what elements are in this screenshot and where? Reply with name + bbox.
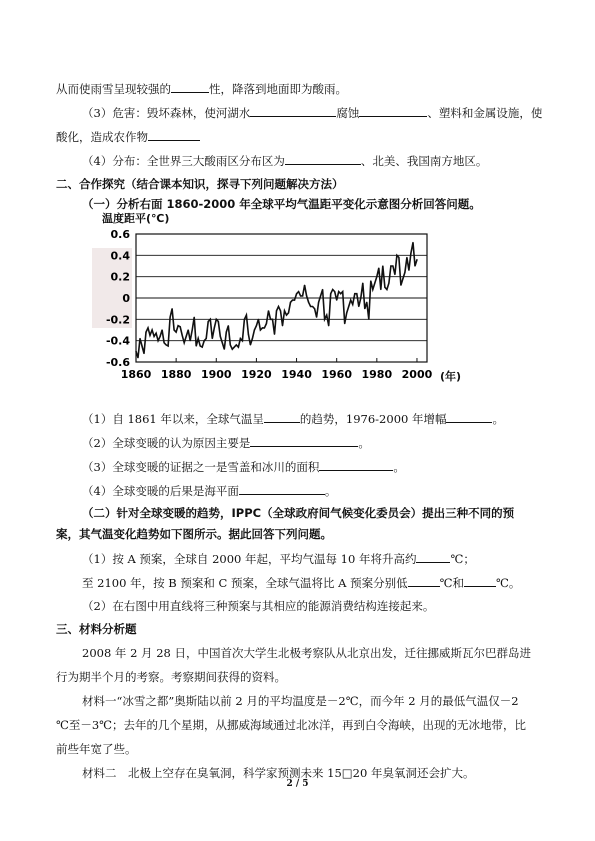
data-point bbox=[392, 265, 393, 266]
answer-blank[interactable] bbox=[319, 458, 393, 471]
data-point bbox=[382, 265, 383, 266]
data-point bbox=[284, 310, 285, 311]
data-point bbox=[278, 306, 279, 307]
data-point bbox=[336, 300, 337, 301]
data-point bbox=[172, 308, 173, 309]
data-point bbox=[135, 351, 136, 352]
page-number: 2 / 5 bbox=[286, 779, 309, 789]
data-point bbox=[141, 345, 142, 346]
data-point bbox=[147, 327, 148, 328]
data-point bbox=[312, 306, 313, 307]
text-segment: 、北美、我国南方地区。 bbox=[360, 154, 488, 168]
data-point bbox=[282, 325, 283, 326]
data-point bbox=[186, 336, 187, 337]
data-point bbox=[378, 268, 379, 269]
y-tick-label: -0.6 bbox=[105, 356, 130, 369]
data-point bbox=[356, 293, 357, 294]
temperature-anomaly-chart bbox=[92, 208, 467, 388]
data-point bbox=[254, 329, 255, 330]
text-line-l3 bbox=[56, 128, 200, 145]
data-point bbox=[346, 312, 347, 313]
y-tick-label: 0.2 bbox=[110, 270, 130, 284]
y-tick-label: 0 bbox=[122, 292, 130, 305]
data-point bbox=[190, 340, 191, 341]
text-segment: （4）全球变暖的后果是海平面 bbox=[82, 484, 239, 498]
data-point bbox=[151, 329, 152, 330]
data-point bbox=[218, 321, 219, 322]
data-point bbox=[224, 349, 225, 350]
data-point bbox=[192, 329, 193, 330]
text-line-l21 bbox=[56, 741, 137, 757]
data-point bbox=[260, 329, 261, 330]
text-segment: （一）分析右面 1860-2000 年全球平均气温距平变化示意图分析回答问题。 bbox=[82, 197, 481, 211]
data-point bbox=[266, 323, 267, 324]
text-segment: （2）在右图中用直线将三种预案与其相应的能源消费结构连接起来。 bbox=[82, 599, 435, 613]
text-line-l17 bbox=[82, 645, 531, 661]
text-segment: （二）针对全球变暖的趋势，IPPC（全球政府间气候变化委员会）提出三种不同的预 bbox=[82, 506, 515, 520]
text-line-l14 bbox=[82, 574, 520, 591]
answer-blank[interactable] bbox=[264, 410, 300, 423]
data-point bbox=[410, 253, 411, 254]
data-point bbox=[176, 332, 177, 333]
data-point bbox=[145, 332, 146, 333]
answer-blank[interactable] bbox=[250, 434, 358, 447]
text-line-l15 bbox=[82, 598, 434, 614]
y-tick-label: 0.6 bbox=[110, 228, 130, 241]
chart-xlabel: (年) bbox=[440, 370, 462, 383]
text-segment: 2008 年 2 月 28 日，中国首次大学生北极考察队从北京出发，迁往挪威斯瓦尔巴群岛进 bbox=[82, 646, 531, 660]
data-point bbox=[236, 344, 237, 345]
data-point bbox=[242, 340, 243, 341]
data-point bbox=[318, 302, 319, 303]
data-point bbox=[153, 336, 154, 337]
text-segment: 腐蚀 bbox=[336, 106, 360, 120]
data-point bbox=[370, 280, 371, 281]
data-point bbox=[194, 317, 195, 318]
data-point bbox=[376, 276, 377, 277]
data-point bbox=[388, 282, 389, 283]
y-tick-label: -0.2 bbox=[105, 313, 130, 327]
data-point bbox=[270, 319, 271, 320]
data-point bbox=[416, 259, 417, 260]
data-point bbox=[306, 295, 307, 296]
answer-blank[interactable] bbox=[464, 574, 496, 587]
answer-blank[interactable] bbox=[250, 104, 336, 117]
answer-blank[interactable] bbox=[285, 152, 361, 165]
data-point bbox=[161, 329, 162, 330]
data-point bbox=[328, 325, 329, 326]
text-line-l1 bbox=[56, 80, 347, 97]
data-point bbox=[400, 285, 401, 286]
answer-blank[interactable] bbox=[446, 410, 492, 423]
text-segment: 至 2100 年，按 B 预案和 C 预案，全球气温将比 A 预案分别低 bbox=[82, 576, 408, 590]
x-tick-label: 1980 bbox=[361, 368, 393, 381]
text-segment: （3）危害：毁坏森林，使河湖水 bbox=[82, 106, 251, 120]
x-tick-label: 1960 bbox=[321, 368, 353, 381]
data-point bbox=[368, 319, 369, 320]
data-point bbox=[155, 333, 156, 334]
data-point bbox=[252, 338, 253, 339]
text-segment: ℃。 bbox=[495, 576, 521, 590]
data-point bbox=[232, 349, 233, 350]
data-point bbox=[264, 327, 265, 328]
data-point bbox=[348, 306, 349, 307]
data-point bbox=[366, 302, 367, 303]
x-tick-label: 1920 bbox=[241, 368, 272, 381]
data-point bbox=[326, 314, 327, 315]
data-point bbox=[214, 327, 215, 328]
data-point bbox=[204, 340, 205, 341]
x-tick-label: 1860 bbox=[120, 368, 152, 381]
answer-blank[interactable] bbox=[359, 104, 427, 117]
text-line-l19 bbox=[82, 693, 519, 709]
answer-blank[interactable] bbox=[148, 128, 200, 141]
text-segment: 材料二 北极上空存在臭氧洞，科学家预测未来 15□20 年臭氧洞还会扩大。 bbox=[82, 766, 475, 780]
data-point bbox=[304, 285, 305, 286]
data-point bbox=[290, 302, 291, 303]
y-tick-label: -0.4 bbox=[105, 334, 130, 348]
data-point bbox=[178, 325, 179, 326]
x-tick-label: 1900 bbox=[200, 368, 232, 381]
data-point bbox=[228, 325, 229, 326]
data-point bbox=[208, 321, 209, 322]
text-line-l20 bbox=[56, 717, 526, 733]
data-point bbox=[166, 344, 167, 345]
data-point bbox=[234, 346, 235, 347]
data-point bbox=[330, 293, 331, 294]
data-point bbox=[184, 342, 185, 343]
text-segment: 、塑料和金属设施，使 bbox=[427, 106, 543, 120]
y-tick-label: 0.4 bbox=[110, 249, 130, 263]
text-line-l10 bbox=[82, 482, 336, 499]
x-tick-label: 1940 bbox=[281, 368, 312, 381]
data-point bbox=[188, 329, 189, 330]
text-line-l7 bbox=[82, 410, 504, 427]
data-point bbox=[320, 295, 321, 296]
data-point bbox=[288, 312, 289, 313]
answer-blank[interactable] bbox=[416, 550, 450, 563]
data-point bbox=[350, 300, 351, 301]
chart-ylabel: 温度距平(℃) bbox=[102, 212, 170, 225]
data-point bbox=[402, 278, 403, 279]
data-point bbox=[364, 308, 365, 309]
data-point bbox=[262, 327, 263, 328]
data-point bbox=[226, 332, 227, 333]
text-segment: 三、材料分析题 bbox=[56, 622, 137, 636]
text-segment: 二、合作探究（结合课本知识，探寻下列问题解决方法） bbox=[56, 177, 344, 191]
data-point bbox=[314, 308, 315, 309]
data-point bbox=[272, 319, 273, 320]
data-point bbox=[286, 314, 287, 315]
text-segment: （3）全球变暖的证据之一是雪盖和冰川的面积 bbox=[82, 460, 320, 474]
text-segment: 性，降落到地面即为酸雨。 bbox=[209, 82, 347, 96]
data-point bbox=[280, 310, 281, 311]
text-segment: 材料一“冰雪之都”奥斯陆以前 2 月的平均温度是－2℃，而今年 2 月的最低气温仅－2 bbox=[82, 694, 519, 708]
data-point bbox=[296, 293, 297, 294]
answer-blank[interactable] bbox=[171, 80, 209, 93]
text-line-l11 bbox=[82, 505, 514, 521]
data-point bbox=[394, 274, 395, 275]
data-point bbox=[268, 310, 269, 311]
data-point bbox=[202, 346, 203, 347]
data-point bbox=[244, 319, 245, 320]
data-point bbox=[216, 319, 217, 320]
data-point bbox=[180, 326, 181, 327]
data-point bbox=[206, 338, 207, 339]
text-segment: 。 bbox=[393, 460, 405, 474]
data-point bbox=[404, 272, 405, 273]
data-point bbox=[220, 336, 221, 337]
text-segment: （1）自 1861 年以来，全球气温呈 bbox=[82, 412, 264, 426]
data-point bbox=[414, 265, 415, 266]
data-point bbox=[322, 289, 323, 290]
text-segment: 酸化，造成农作物 bbox=[56, 130, 148, 144]
data-point bbox=[200, 345, 201, 346]
text-segment: （4）分布：全世界三大酸雨区分布区为 bbox=[82, 154, 285, 168]
data-point bbox=[352, 304, 353, 305]
data-point bbox=[372, 289, 373, 290]
data-point bbox=[157, 340, 158, 341]
data-point bbox=[406, 257, 407, 258]
data-point bbox=[340, 293, 341, 294]
data-point bbox=[386, 289, 387, 290]
data-point bbox=[396, 255, 397, 256]
data-point bbox=[338, 291, 339, 292]
text-line-l16 bbox=[56, 621, 137, 637]
data-point bbox=[344, 323, 345, 324]
data-point bbox=[246, 314, 247, 315]
data-point bbox=[342, 291, 343, 292]
text-line-l2 bbox=[82, 104, 542, 121]
data-point bbox=[308, 302, 309, 303]
data-point bbox=[374, 282, 375, 283]
text-line-l4 bbox=[82, 152, 487, 169]
data-point bbox=[198, 338, 199, 339]
text-segment: 从而使雨雪呈现较强的 bbox=[56, 82, 171, 96]
data-point bbox=[212, 338, 213, 339]
data-point bbox=[230, 344, 231, 345]
text-segment: ℃和 bbox=[439, 576, 464, 590]
data-point bbox=[334, 291, 335, 292]
data-point bbox=[398, 257, 399, 258]
data-point bbox=[149, 335, 150, 336]
data-point bbox=[384, 287, 385, 288]
data-point bbox=[210, 319, 211, 320]
text-segment: ℃； bbox=[450, 552, 475, 566]
text-segment: （1）按 A 预案，全球自 2000 年起，平均气温每 10 年将升高约 bbox=[82, 552, 417, 566]
text-segment: 。 bbox=[492, 412, 504, 426]
x-tick-label: 2000 bbox=[401, 368, 433, 381]
data-point bbox=[412, 242, 413, 243]
text-line-l9 bbox=[82, 458, 405, 475]
data-point bbox=[300, 295, 301, 296]
text-segment: ℃至－3℃；去年的几个星期，从挪威海域通过北冰洋，再到白令海峡，出现的无冰地带，比 bbox=[56, 718, 527, 732]
data-point bbox=[390, 265, 391, 266]
data-point bbox=[139, 338, 140, 339]
data-point bbox=[222, 342, 223, 343]
data-point bbox=[174, 329, 175, 330]
data-point bbox=[159, 336, 160, 337]
data-point bbox=[310, 306, 311, 307]
data-point bbox=[196, 345, 197, 346]
data-point bbox=[292, 300, 293, 301]
data-point bbox=[182, 335, 183, 336]
data-point bbox=[408, 270, 409, 271]
answer-blank[interactable] bbox=[408, 574, 440, 587]
data-point bbox=[250, 344, 251, 345]
data-point bbox=[332, 289, 333, 290]
data-point bbox=[163, 342, 164, 343]
data-point bbox=[170, 317, 171, 318]
text-line-l18 bbox=[56, 669, 286, 685]
text-segment: 。 bbox=[324, 484, 337, 498]
data-point bbox=[362, 282, 363, 283]
text-segment: 行为期半个月的考察。考察期间获得的资料。 bbox=[56, 670, 286, 684]
data-point bbox=[294, 300, 295, 301]
data-point bbox=[168, 345, 169, 346]
data-point bbox=[360, 297, 361, 298]
data-point bbox=[354, 293, 355, 294]
text-line-l8 bbox=[82, 434, 370, 451]
data-point bbox=[137, 357, 138, 358]
data-point bbox=[302, 295, 303, 296]
text-segment: 的趋势，1976-2000 年增幅 bbox=[299, 412, 447, 426]
data-point bbox=[238, 346, 239, 347]
data-point bbox=[316, 317, 317, 318]
data-point bbox=[380, 289, 381, 290]
answer-blank[interactable] bbox=[239, 482, 325, 495]
text-segment: 。 bbox=[358, 436, 370, 450]
text-segment: 案，其气温变化趋势如下图所示。据此回答下列问题。 bbox=[56, 527, 332, 541]
text-segment: （2）全球变暖的认为原因主要是 bbox=[82, 436, 251, 450]
text-line-l12 bbox=[56, 526, 332, 542]
data-point bbox=[274, 334, 275, 335]
data-point bbox=[358, 306, 359, 307]
text-segment: 前些年宽了些。 bbox=[56, 742, 137, 756]
data-point bbox=[240, 338, 241, 339]
data-point bbox=[256, 325, 257, 326]
data-point bbox=[276, 310, 277, 311]
data-point bbox=[298, 291, 299, 292]
text-line-l5 bbox=[56, 176, 344, 192]
data-point bbox=[258, 319, 259, 320]
data-point bbox=[324, 319, 325, 320]
data-point bbox=[248, 334, 249, 335]
data-point bbox=[143, 353, 144, 354]
x-tick-label: 1880 bbox=[160, 368, 192, 381]
text-line-l13 bbox=[82, 550, 475, 567]
